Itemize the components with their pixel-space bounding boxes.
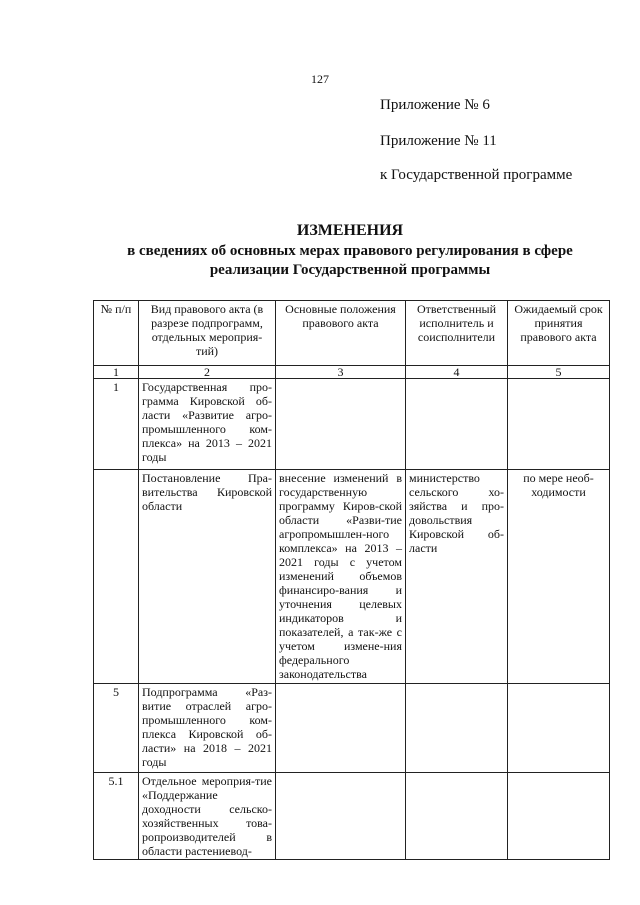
row-act-type: Отдельное мероприя-тие «Поддержание доходности сельско-хозяйственных това-ропроизводителей в области растениевод- [139,773,276,860]
header-cell-provisions: Основные положения правового акта [276,301,406,366]
title-line-2: реализации Государственной программы [209,262,491,278]
row-act-type: Государственная про-грамма Кировской об-ласти «Развитие агро-промышленного ком-плекса» на 2013 – 2021 годы [139,379,276,470]
row-act-type: Постановление Пра-вительства Кировской области [139,470,276,684]
table-header-row [94,301,610,366]
row-executor [406,684,508,773]
row-number: 5.1 [94,773,139,860]
appendix-6-label: Приложение № 6 [380,97,490,113]
row-term [508,379,610,470]
table-row [94,773,610,860]
column-number: 3 [276,366,406,379]
measures-table [93,300,610,860]
document-title [60,222,640,280]
header-cell-act-type: Вид правового акта (в разрезе подпрограмм, отдельных мероприя-тий) [139,301,276,366]
row-term [508,684,610,773]
row-term [508,773,610,860]
row-provisions [276,773,406,860]
row-executor [406,773,508,860]
row-provisions: внесение изменений в государственную программу Киров-ской области «Разви-тие агропромышлен-ного комплекса» на 2013 – 2021 годы с учетом изменений объемов финансиро-вания и уточнения целевых индикаторов и показателей, а так-же с учетом измене-ния федерального законодательства [276,470,406,684]
row-term: по мере необ-ходимости [508,470,610,684]
column-number: 5 [508,366,610,379]
row-provisions [276,379,406,470]
column-numbers-row [94,366,610,379]
appendix-to-label: к Государственной программе [380,167,573,183]
column-number: 1 [94,366,139,379]
title-main: ИЗМЕНЕНИЯ [296,222,404,239]
table-row [94,379,610,470]
table-row [94,470,610,684]
title-line-1: в сведениях об основных мерах правового регулирования в сфере [127,243,573,259]
row-act-type: Подпрограмма «Раз-витие отраслей агро-промышленного ком-плекса Кировской об-ласти» на 2018 – 2021 годы [139,684,276,773]
page-number: 127 [311,72,329,86]
appendix-11-label: Приложение № 11 [380,133,497,149]
row-number: 5 [94,684,139,773]
table-row [94,684,610,773]
column-number: 2 [139,366,276,379]
row-provisions [276,684,406,773]
row-executor: министерство сельского хо-зяйства и про-довольствия Кировской об-ласти [406,470,508,684]
row-executor [406,379,508,470]
header-cell-term: Ожидаемый срок принятия правового акта [508,301,610,366]
row-number [94,470,139,684]
header-cell-executor: Ответственный исполнитель и соисполнители [406,301,508,366]
row-number: 1 [94,379,139,470]
header-cell-number: № п/п [94,301,139,366]
column-number: 4 [406,366,508,379]
